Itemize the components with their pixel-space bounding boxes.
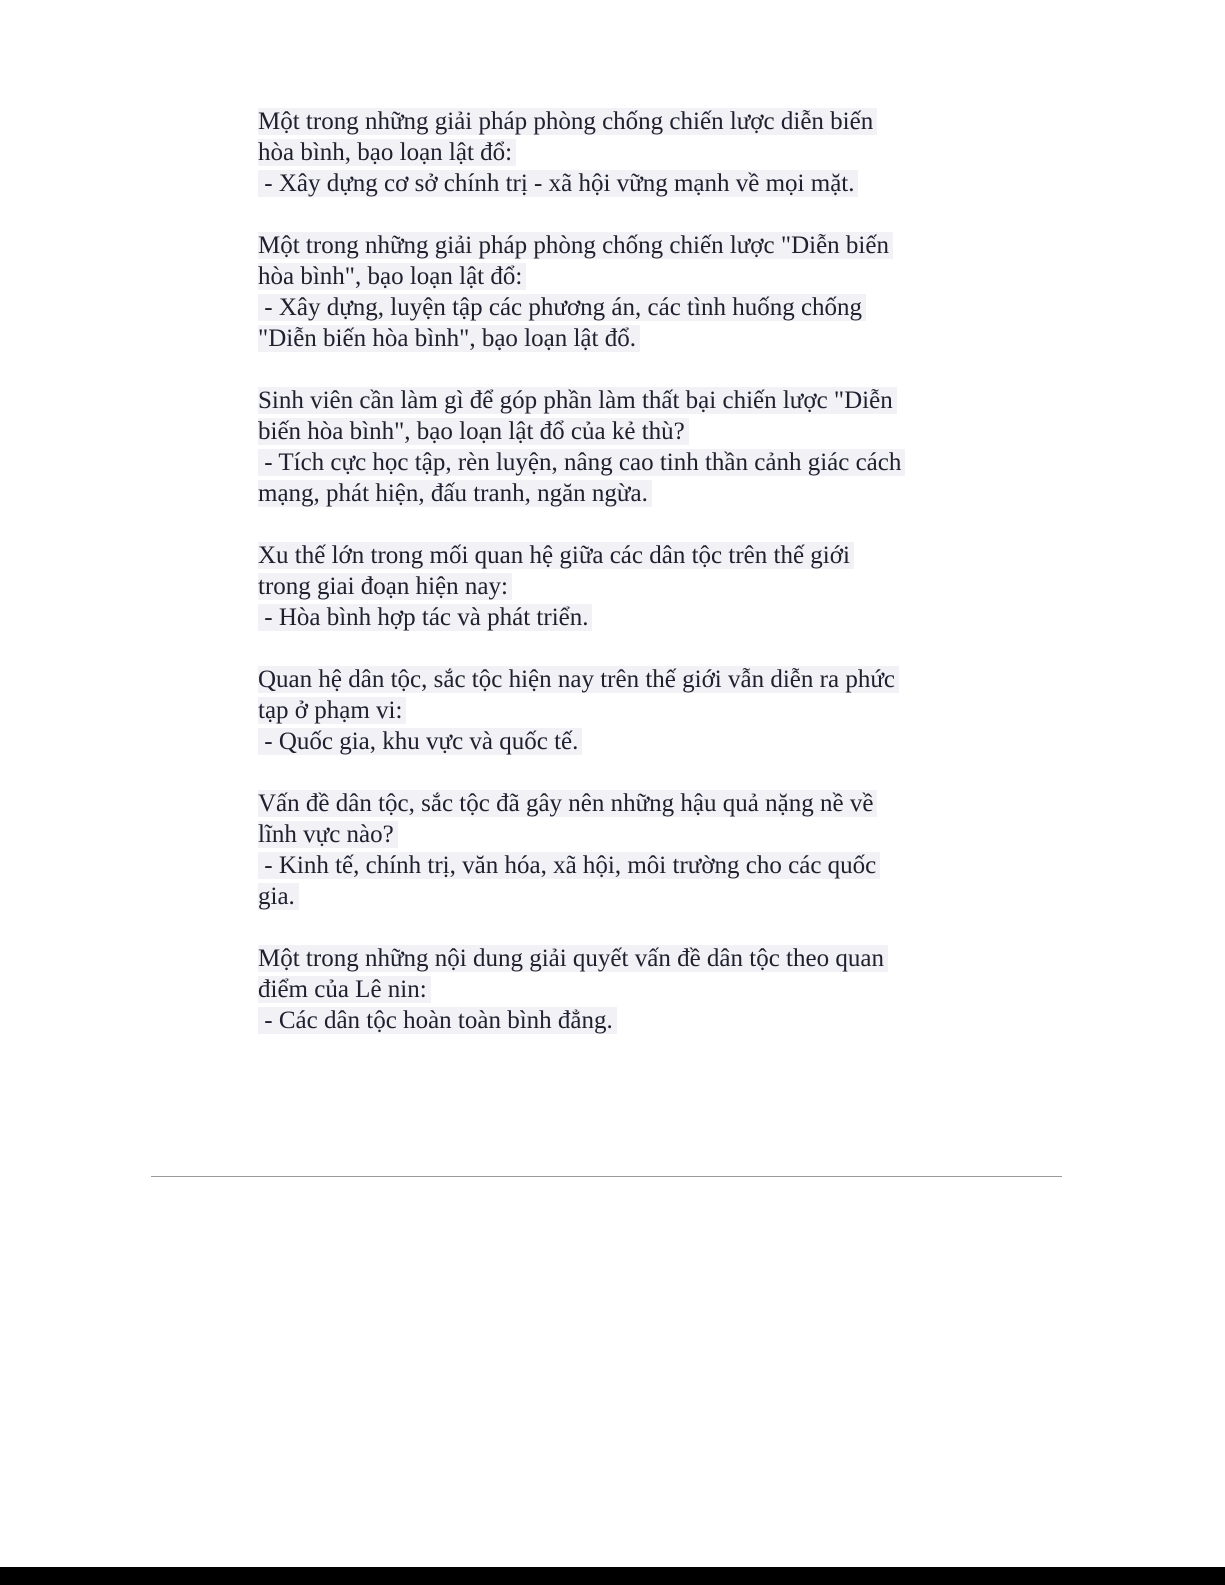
question-text: Vấn đề dân tộc, sắc tộc đã gây nên những hậu quả nặng nề về [258, 790, 877, 817]
qa-content [258, 106, 978, 1067]
question-line [258, 974, 978, 1005]
qa-block-5 [258, 664, 978, 757]
answer-text: - Xây dựng cơ sở chính trị - xã hội vững mạnh về mọi mặt. [258, 170, 858, 197]
question-text: hòa bình, bạo loạn lật đổ: [258, 139, 516, 166]
qa-block-7 [258, 943, 978, 1036]
answer-line [258, 726, 978, 757]
question-line [258, 695, 978, 726]
question-text: điểm của Lê nin: [258, 976, 431, 1003]
answer-text: - Các dân tộc hoàn toàn bình đẳng. [258, 1007, 617, 1034]
question-line [258, 788, 978, 819]
answer-text: - Hòa bình hợp tác và phát triển. [258, 604, 592, 631]
answer-line [258, 602, 978, 633]
answer-line [258, 850, 978, 881]
question-line [258, 261, 978, 292]
question-text: Một trong những nội dung giải quyết vấn đề dân tộc theo quan [258, 945, 888, 972]
answer-text: - Kinh tế, chính trị, văn hóa, xã hội, môi trường cho các quốc [258, 852, 880, 879]
answer-text: - Quốc gia, khu vực và quốc tế. [258, 728, 582, 755]
qa-block-2 [258, 230, 978, 354]
question-text: Một trong những giải pháp phòng chống chiến lược "Diễn biến [258, 232, 893, 259]
question-text: tạp ở phạm vi: [258, 697, 406, 724]
qa-block-1 [258, 106, 978, 199]
qa-block-4 [258, 540, 978, 633]
answer-line [258, 478, 978, 509]
question-line [258, 230, 978, 261]
question-text: Xu thế lớn trong mối quan hệ giữa các dân tộc trên thế giới [258, 542, 854, 569]
question-text: biến hòa bình", bạo loạn lật đổ của kẻ thù? [258, 418, 689, 445]
answer-line [258, 447, 978, 478]
answer-line [258, 1005, 978, 1036]
question-line [258, 571, 978, 602]
question-line [258, 416, 978, 447]
answer-line [258, 168, 978, 199]
answer-line [258, 323, 978, 354]
question-line [258, 106, 978, 137]
question-line [258, 943, 978, 974]
answer-text: "Diễn biến hòa bình", bạo loạn lật đổ. [258, 325, 640, 352]
question-text: lĩnh vực nào? [258, 821, 398, 848]
qa-block-6 [258, 788, 978, 912]
question-text: Sinh viên cần làm gì để góp phần làm thất bại chiến lược "Diễn [258, 387, 897, 414]
bottom-edge-bar [0, 1567, 1225, 1585]
answer-line [258, 881, 978, 912]
question-line [258, 385, 978, 416]
question-line [258, 819, 978, 850]
question-text: Một trong những giải pháp phòng chống chiến lược diễn biến [258, 108, 877, 135]
question-text: hòa bình", bạo loạn lật đổ: [258, 263, 526, 290]
question-line [258, 540, 978, 571]
answer-text: - Tích cực học tập, rèn luyện, nâng cao tinh thần cảnh giác cách [258, 449, 905, 476]
page-divider [151, 1176, 1062, 1177]
qa-block-3 [258, 385, 978, 509]
answer-line [258, 292, 978, 323]
question-text: trong giai đoạn hiện nay: [258, 573, 512, 600]
answer-text: gia. [258, 883, 299, 910]
question-line [258, 664, 978, 695]
answer-text: mạng, phát hiện, đấu tranh, ngăn ngừa. [258, 480, 652, 507]
question-text: Quan hệ dân tộc, sắc tộc hiện nay trên thế giới vẫn diễn ra phức [258, 666, 899, 693]
question-line [258, 137, 978, 168]
answer-text: - Xây dựng, luyện tập các phương án, các tình huống chống [258, 294, 866, 321]
